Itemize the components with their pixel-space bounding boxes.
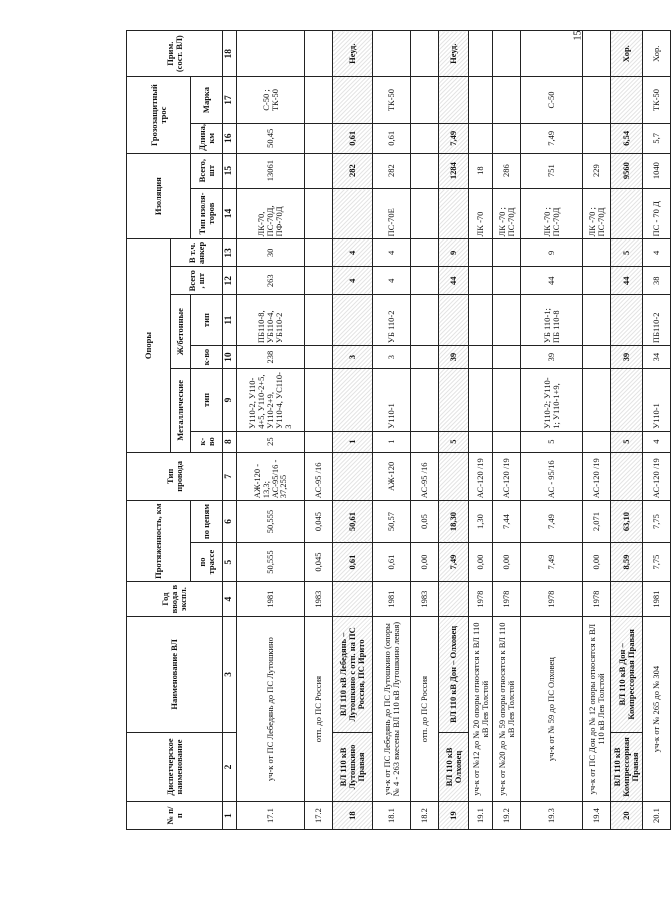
cell: 38: [643, 267, 671, 295]
cell: 5: [439, 431, 469, 452]
header-g-mark: Марка: [191, 77, 223, 123]
colnum: 6: [223, 501, 237, 543]
cell: 282: [373, 153, 411, 188]
header-wire: Тип провода: [127, 452, 223, 501]
cell: 0,00: [583, 542, 611, 581]
cell: уч-к от №20 до № 59 опоры относятся к ВЛ 110 кВ Лев Толстой: [493, 616, 521, 801]
cell: [305, 369, 333, 432]
colnum: 16: [223, 123, 237, 153]
cell: 13061: [237, 153, 305, 188]
cell: 4: [373, 267, 411, 295]
cell: [583, 295, 611, 346]
cell: 44: [439, 267, 469, 295]
header-metal-type: тип: [191, 369, 223, 432]
header-concrete-type: тип: [191, 295, 223, 346]
colnum: 10: [223, 346, 237, 369]
table-row: [521, 31, 583, 830]
cell: [583, 31, 611, 77]
cell: [469, 31, 493, 77]
colnum: 2: [223, 732, 237, 801]
colnum: 14: [223, 188, 237, 239]
cell: 8,59: [611, 542, 643, 581]
cell: АЖ-120: [373, 452, 411, 501]
header-concrete: Ж/бетонные: [171, 295, 191, 369]
cell: 19: [439, 802, 469, 830]
cell: ВЛ 110 кВ Лебедянь – Лутошкино с отп. на ПС Россия, ПС Ирито: [333, 616, 373, 732]
cell: 18: [469, 153, 493, 188]
cell: 263: [237, 267, 305, 295]
cell: 39: [439, 346, 469, 369]
cell: ПБ110-8, УБ110-4, УБ110-2: [237, 295, 305, 346]
cell: 751: [521, 153, 583, 188]
cell: [305, 153, 333, 188]
cell: [305, 431, 333, 452]
cell: АС-120 /19: [583, 452, 611, 501]
header-note: Прим. (сост. ВЛ): [127, 31, 223, 77]
cell: [237, 31, 305, 77]
cell: [493, 346, 521, 369]
cell: 7,49: [439, 542, 469, 581]
cell: АС-95 /16: [305, 452, 333, 501]
cell: [469, 77, 493, 123]
cell: 1981: [237, 582, 305, 617]
cell: [493, 267, 521, 295]
cell: 5,7: [643, 123, 671, 153]
cell: 4: [333, 267, 373, 295]
cell: [333, 188, 373, 239]
cell: [305, 346, 333, 369]
cell: У110-1: [643, 369, 671, 432]
cell: 7,49: [439, 123, 469, 153]
colnum: 9: [223, 369, 237, 432]
table-row: [305, 31, 333, 830]
colnum: 7: [223, 452, 237, 501]
cell: [611, 582, 643, 617]
cell: [493, 123, 521, 153]
header-disp: Диспетчерское наименование: [127, 732, 223, 801]
header-supports: Опоры: [127, 239, 171, 452]
header-insulation: Изоляция: [127, 153, 191, 239]
header-ins-total: Всего, шт: [191, 153, 223, 188]
cell: [439, 295, 469, 346]
cell: [611, 295, 643, 346]
header-len-route: по трассе: [191, 542, 223, 581]
cell: 4: [373, 239, 411, 267]
cell: [469, 431, 493, 452]
cell: 39: [611, 346, 643, 369]
cell: [411, 31, 439, 77]
cell: [493, 77, 521, 123]
cell: 4: [333, 239, 373, 267]
cell: 50,61: [333, 501, 373, 543]
cell: [521, 31, 583, 77]
cell: 18,30: [439, 501, 469, 543]
cell: 7,49: [521, 542, 583, 581]
cell: [493, 369, 521, 432]
cell: 18.1: [373, 802, 411, 830]
table-row: [583, 31, 611, 830]
colnum: 8: [223, 431, 237, 452]
cell: 44: [521, 267, 583, 295]
cell: [305, 295, 333, 346]
cell: 50,555: [237, 542, 305, 581]
cell: [333, 452, 373, 501]
cell: [305, 239, 333, 267]
cell: ТК-50: [373, 77, 411, 123]
table-row: [611, 31, 643, 830]
cell: [439, 582, 469, 617]
cell: Неуд.: [333, 31, 373, 77]
cell: 229: [583, 153, 611, 188]
table-row: [333, 31, 373, 830]
header-metal-qty: к-во: [191, 431, 223, 452]
cell: [583, 431, 611, 452]
cell: 18: [333, 802, 373, 830]
cell: 7,44: [493, 501, 521, 543]
cell: 3: [373, 346, 411, 369]
cell: АС-120 /19: [643, 452, 671, 501]
cell: [305, 77, 333, 123]
cell: Хор.: [643, 31, 671, 77]
cell: ВЛ 110 кВ Лутошкино Правая: [333, 732, 373, 801]
cell: 19.1: [469, 802, 493, 830]
cell: 1978: [469, 582, 493, 617]
header-length: Протяженность, км: [127, 501, 191, 582]
cell: 7,75: [643, 501, 671, 543]
cell: [333, 369, 373, 432]
cell: 1: [333, 431, 373, 452]
cell: ЛК -70: [469, 188, 493, 239]
header-name: Наименование ВЛ: [127, 616, 223, 732]
cell: отп. до ПС Россия: [305, 616, 333, 801]
cell: 0,045: [305, 542, 333, 581]
cell: уч-к от № 265 до № 304: [643, 616, 671, 801]
cell: 9: [439, 239, 469, 267]
cell: [411, 123, 439, 153]
header-ins-type: Тип изоля-торов: [191, 188, 223, 239]
cell: 7,49: [521, 123, 583, 153]
cell: 17.2: [305, 802, 333, 830]
cell: [411, 239, 439, 267]
cell: С-50: [521, 77, 583, 123]
cell: 0,00: [493, 542, 521, 581]
table-row: [411, 31, 439, 830]
cell: [439, 188, 469, 239]
cell: УБ 110-2: [373, 295, 411, 346]
colnum: 11: [223, 295, 237, 346]
cell: ВЛ 110 кВ Олховец: [439, 732, 469, 801]
cell: [411, 188, 439, 239]
cell: [411, 77, 439, 123]
cell: уч-к от ПС Лебедянь до ПС Лутошкино (опоры № 4 - 263 вкесены ВЛ 110 кВ Лутошкино левая): [373, 616, 411, 801]
cell: АС - 95/16: [521, 452, 583, 501]
cell: [611, 452, 643, 501]
cell: 1983: [305, 582, 333, 617]
cell: ЛК -70 ; ПС-70Д: [583, 188, 611, 239]
table-row: [493, 31, 521, 830]
cell: 1284: [439, 153, 469, 188]
header-len-chains: по цепям: [191, 501, 223, 543]
cell: [439, 77, 469, 123]
cell: 5: [521, 431, 583, 452]
cell: 0,61: [373, 123, 411, 153]
cell: [493, 31, 521, 77]
cell: ЛК -70 ; ПС-70Д: [493, 188, 521, 239]
colnum: 4: [223, 582, 237, 617]
table-row: [237, 31, 305, 830]
cell: 5: [611, 431, 643, 452]
cell: [611, 77, 643, 123]
cell: 39: [521, 346, 583, 369]
cell: 19.4: [583, 802, 611, 830]
cell: [439, 369, 469, 432]
cell: 4: [643, 239, 671, 267]
cell: [469, 346, 493, 369]
cell: [439, 452, 469, 501]
cell: ПС-70Е: [373, 188, 411, 239]
cell: [305, 188, 333, 239]
cell: 0,61: [373, 542, 411, 581]
cell: 238: [237, 346, 305, 369]
cell: 50,57: [373, 501, 411, 543]
cell: 63,10: [611, 501, 643, 543]
colnum: 3: [223, 616, 237, 732]
cell: АС-120 /19: [469, 452, 493, 501]
cell: 5: [611, 239, 643, 267]
header-g-len: Длина, км: [191, 123, 223, 153]
cell: АС-95 /16: [411, 452, 439, 501]
cell: 20.1: [643, 802, 671, 830]
cell: ПБ110-2: [643, 295, 671, 346]
cell: Неуд.: [439, 31, 469, 77]
cell: [493, 431, 521, 452]
cell: 1981: [643, 582, 671, 617]
cell: [411, 369, 439, 432]
cell: 7,75: [643, 542, 671, 581]
cell: [493, 239, 521, 267]
cell: 19.3: [521, 802, 583, 830]
cell: 3: [333, 346, 373, 369]
colnum: 17: [223, 77, 237, 123]
cell: 282: [333, 153, 373, 188]
cell: 44: [611, 267, 643, 295]
colnum: 5: [223, 542, 237, 581]
cell: 1981: [373, 582, 411, 617]
cell: [373, 31, 411, 77]
cell: [469, 239, 493, 267]
cell: [469, 369, 493, 432]
cell: 18.2: [411, 802, 439, 830]
cell: [469, 123, 493, 153]
cell: [333, 77, 373, 123]
power-lines-table: [126, 30, 671, 830]
cell: 19.2: [493, 802, 521, 830]
cell: 2,071: [583, 501, 611, 543]
cell: 50,555: [237, 501, 305, 543]
cell: уч-к от №12 до № 20 опоры относятся к ВЛ 110 кВ Лев Толстой: [469, 616, 493, 801]
header-concrete-qty: к-во: [191, 346, 223, 369]
colnum: 18: [223, 31, 237, 77]
header-anchor: В т.ч. анкер: [171, 239, 223, 267]
cell: [411, 346, 439, 369]
cell: 0,00: [411, 542, 439, 581]
cell: АС-120 /19: [493, 452, 521, 501]
cell: ВЛ 110 кВ Компрессорная Правая: [611, 732, 643, 801]
cell: [305, 31, 333, 77]
cell: 25: [237, 431, 305, 452]
cell: 1978: [521, 582, 583, 617]
cell: 0,61: [333, 123, 373, 153]
cell: Хор.: [611, 31, 643, 77]
cell: [469, 295, 493, 346]
cell: 1040: [643, 153, 671, 188]
cell: [305, 123, 333, 153]
cell: [611, 369, 643, 432]
cell: ЛК-70, ПС-70Д, ПФ-70Д: [237, 188, 305, 239]
page-number: 15: [572, 30, 584, 41]
cell: 1: [373, 431, 411, 452]
cell: 4: [643, 431, 671, 452]
cell: [583, 123, 611, 153]
cell: уч-к от № 59 до ПС Олховец: [521, 616, 583, 801]
cell: АЖ-120 - 13,3; АС-95/16 - 37,255: [237, 452, 305, 501]
cell: 0,05: [411, 501, 439, 543]
header-ground: Грозозащитный трос: [127, 77, 191, 153]
cell: [333, 295, 373, 346]
cell: [583, 267, 611, 295]
cell: [411, 153, 439, 188]
table-row: [439, 31, 469, 830]
cell: 7,49: [521, 501, 583, 543]
cell: ТК-50: [643, 77, 671, 123]
colnum: 15: [223, 153, 237, 188]
cell: [333, 582, 373, 617]
header-year: Год ввода в экспл.: [127, 582, 223, 617]
cell: 1,30: [469, 501, 493, 543]
cell: уч-к от ПС Лебедянь до ПС Лутошкино: [237, 616, 305, 801]
cell: У110-2; У110-1; У110-1+9,: [521, 369, 583, 432]
cell: ПС - 70 Д: [643, 188, 671, 239]
cell: отп. до ПС Россия: [411, 616, 439, 801]
cell: [583, 346, 611, 369]
cell: [493, 295, 521, 346]
header-metal: Металлические: [171, 369, 191, 452]
cell: уч-к от ПС Дон до № 12 опоры относятся к ВЛ 110 кВ Лев Толстой: [583, 616, 611, 801]
cell: У110-1: [373, 369, 411, 432]
cell: [411, 295, 439, 346]
cell: [583, 77, 611, 123]
colnum: 1: [223, 802, 237, 830]
cell: [411, 431, 439, 452]
cell: [583, 369, 611, 432]
cell: [305, 267, 333, 295]
cell: [611, 188, 643, 239]
table-row: [373, 31, 411, 830]
cell: 0,00: [469, 542, 493, 581]
cell: 20: [611, 802, 643, 830]
header-num: № п/п: [127, 802, 223, 830]
cell: С-50 ; ТК-50: [237, 77, 305, 123]
cell: 50,45: [237, 123, 305, 153]
cell: ЛК -70 ; ПС-70Д: [521, 188, 583, 239]
cell: 0,045: [305, 501, 333, 543]
cell: 9: [521, 239, 583, 267]
cell: 0,61: [333, 542, 373, 581]
cell: [469, 267, 493, 295]
table-row: [643, 31, 671, 830]
cell: 6,54: [611, 123, 643, 153]
header-total-supports: Всего , шт: [171, 267, 223, 295]
cell: 30: [237, 239, 305, 267]
cell: 9560: [611, 153, 643, 188]
cell: 1983: [411, 582, 439, 617]
cell: УБ 110-1; ПБ 110-8: [521, 295, 583, 346]
cell: У110-2, У110-4+5, У110-2+5, У110-2+9, У110-4, УС110-3: [237, 369, 305, 432]
colnum: 13: [223, 239, 237, 267]
cell: 17.1: [237, 802, 305, 830]
cell: 34: [643, 346, 671, 369]
cell: 286: [493, 153, 521, 188]
cell: 1978: [493, 582, 521, 617]
rotated-table-wrapper: [126, 30, 662, 830]
cell: 1978: [583, 582, 611, 617]
cell: ВЛ 110 кВ Дон – Олховец: [439, 616, 469, 732]
cell: [583, 239, 611, 267]
table-row: [469, 31, 493, 830]
colnum: 12: [223, 267, 237, 295]
cell: [411, 267, 439, 295]
cell: ВЛ 110 кВ Дон – Компрессорная Правая: [611, 616, 643, 732]
